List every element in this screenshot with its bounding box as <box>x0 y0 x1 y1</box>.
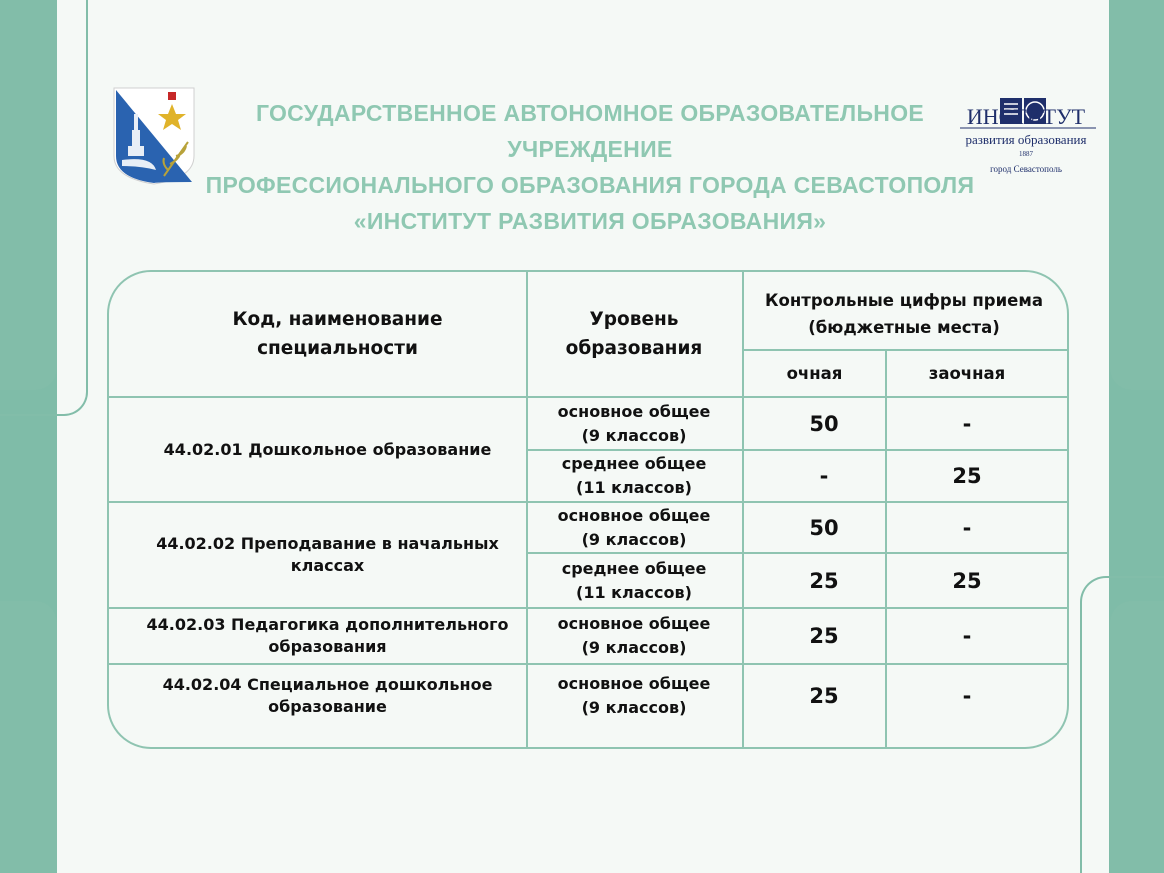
header-line-2: ПРОФЕССИОНАЛЬНОГО ОБРАЗОВАНИЯ ГОРОДА СЕВАСТОПОЛЯ <box>205 172 975 198</box>
table-cell-fulltime: 50 <box>809 411 839 436</box>
table-cell-parttime: - <box>962 411 972 436</box>
table-cell-parttime: - <box>962 624 972 648</box>
table-cell-level: основное общее (9 классов) <box>557 614 711 657</box>
corner-block-top-right <box>1110 0 1164 390</box>
decorative-line-right <box>1080 576 1164 873</box>
table-cell-level: среднее общее (11 классов) <box>561 454 707 497</box>
table-cell-fulltime: 25 <box>809 624 839 648</box>
institution-header <box>195 95 985 239</box>
table-cell-fulltime: 50 <box>809 515 839 540</box>
table-cell-parttime: - <box>962 684 972 708</box>
header-quota: Контрольные цифры приема (бюджетные места) <box>765 291 1043 337</box>
header-specialty: Код, наименование специальности <box>232 309 443 359</box>
table-cell-parttime: 25 <box>952 464 982 488</box>
table-row-specialty: 44.02.02 Преподавание в начальных классах <box>156 534 499 575</box>
table-cell-level: основное общее (9 классов) <box>557 505 711 549</box>
table-cell-parttime: 25 <box>952 568 982 593</box>
header-parttime: заочная <box>928 364 1006 383</box>
institute-logo <box>958 94 1098 190</box>
logo-city: город Севастополь <box>990 164 1062 174</box>
table-cell-parttime: - <box>962 515 972 540</box>
header-line-1: ГОСУДАРСТВЕННОЕ АВТОНОМНОЕ ОБРАЗОВАТЕЛЬНОЕ УЧРЕЖДЕНИЕ <box>255 100 925 162</box>
table-row-specialty: 44.02.04 Специальное дошкольное образование <box>162 675 493 716</box>
logo-subtitle: развития образования <box>965 132 1087 147</box>
decorative-line-left <box>0 0 88 416</box>
header-level: Уровень образования <box>565 309 703 359</box>
table-cell-level: среднее общее (11 классов) <box>561 558 707 602</box>
header-fulltime: очная <box>786 364 843 383</box>
corner-block-bottom-left <box>0 601 57 873</box>
logo-year: 1887 <box>1019 150 1033 158</box>
table-row-specialty: 44.02.01 Дошкольное образование <box>163 439 492 459</box>
sevastopol-emblem-icon <box>112 86 196 186</box>
logo-title: ИНСТИТУТ <box>966 104 1086 129</box>
table-row-specialty: 44.02.03 Педагогика дополнительного образования <box>146 615 509 656</box>
table-cell-fulltime: - <box>819 464 829 488</box>
table-cell-fulltime: 25 <box>809 568 839 593</box>
table-cell-level: основное общее (9 классов) <box>557 401 711 445</box>
header-line-3: «ИНСТИТУТ РАЗВИТИЯ ОБРАЗОВАНИЯ» <box>353 208 827 234</box>
admission-table <box>107 270 1069 749</box>
table-cell-fulltime: 25 <box>809 684 839 708</box>
table-cell-level: основное общее (9 классов) <box>557 674 711 717</box>
